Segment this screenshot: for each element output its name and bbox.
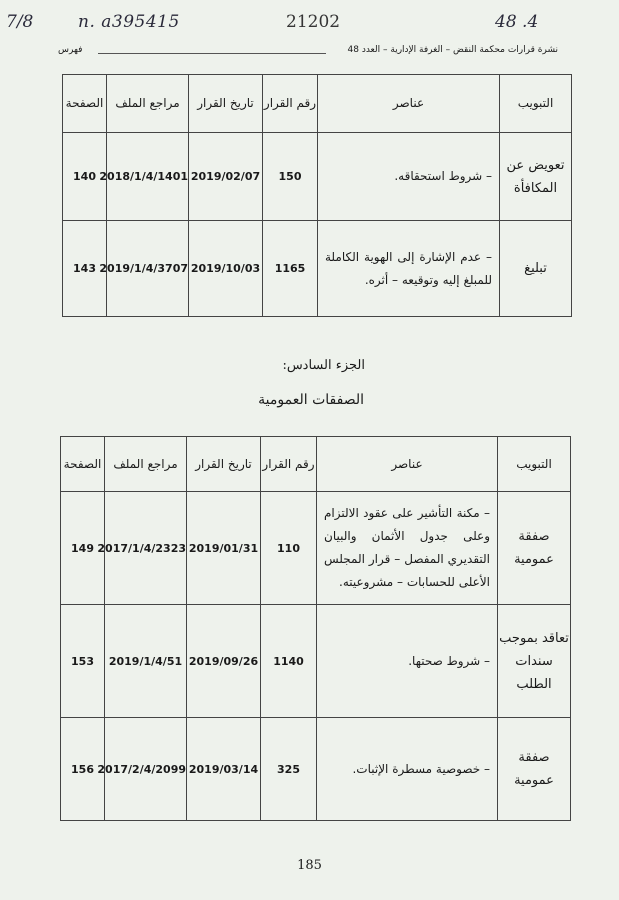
page-number: 185: [297, 858, 322, 873]
table-row: [63, 221, 572, 317]
row-file-ref: 2019/1/4/51: [105, 605, 187, 718]
row-decision-date: 2019/10/03: [189, 221, 263, 317]
row-page: 140: [63, 133, 107, 221]
col-header-page: الصفحة: [63, 75, 107, 133]
col-header-page: الصفحة: [61, 437, 105, 492]
col-header-file-ref: مراجع الملف: [105, 437, 187, 492]
row-elements: – مكنة التأشير على عقود الالتزام وعلى جدول الأثمان والبيان التقديري المفصل – قرار المجلس الأعلى للحسابات – مشروعيته.: [317, 492, 498, 605]
row-file-ref: 2018/1/4/1401: [107, 133, 189, 221]
row-category: تعاقد بموجب سندات الطلب: [498, 605, 571, 718]
table-row: [61, 605, 571, 718]
row-category: تعويض عن المكافأة: [500, 133, 572, 221]
col-header-file-ref: مراجع الملف: [107, 75, 189, 133]
row-page: 149: [61, 492, 105, 605]
col-header-elements: عناصر: [318, 75, 500, 133]
col-header-decision-date: تاريخ القرار: [187, 437, 261, 492]
row-decision-number: 110: [261, 492, 317, 605]
part-title: الجزء السادس:: [282, 358, 365, 373]
table-header-row: [61, 437, 571, 492]
row-category: صفقة عمومية: [498, 718, 571, 821]
col-header-category: التبويب: [498, 437, 571, 492]
handwritten-reference-number: n. a395415: [78, 12, 180, 32]
row-category: صفقة عمومية: [498, 492, 571, 605]
table-row: [61, 492, 571, 605]
handwritten-note-right: 48 .4: [495, 12, 539, 32]
row-elements: – شروط استحقاقه.: [318, 133, 500, 221]
row-decision-number: 1140: [261, 605, 317, 718]
row-file-ref: 2017/1/4/2323: [105, 492, 187, 605]
col-header-decision-number: رقم القرار: [263, 75, 318, 133]
header-rule: [98, 53, 326, 54]
row-decision-date: 2019/03/14: [187, 718, 261, 821]
table-row: [61, 718, 571, 821]
index-table-1: [62, 74, 572, 317]
row-elements: – شروط صحتها.: [317, 605, 498, 718]
row-category: تبليغ: [500, 221, 572, 317]
row-decision-date: 2019/02/07: [189, 133, 263, 221]
col-header-category: التبويب: [500, 75, 572, 133]
table-header-row: [63, 75, 572, 133]
row-page: 153: [61, 605, 105, 718]
row-elements: – خصوصية مسطرة الإثبات.: [317, 718, 498, 821]
section-title: الصفقات العمومية: [258, 392, 364, 408]
row-elements: – عدم الإشارة إلى الهوية الكاملة للمبلغ إليه وتوقيعه – أثره.: [318, 221, 500, 317]
stamp-number: 21202: [286, 12, 341, 32]
row-file-ref: 2019/1/4/3707: [107, 221, 189, 317]
row-file-ref: 2017/2/4/2099: [105, 718, 187, 821]
running-header-section: فهرس: [58, 45, 83, 55]
col-header-decision-date: تاريخ القرار: [189, 75, 263, 133]
col-header-decision-number: رقم القرار: [261, 437, 317, 492]
row-page: 156: [61, 718, 105, 821]
row-decision-number: 1165: [263, 221, 318, 317]
table-row: [63, 133, 572, 221]
row-decision-number: 150: [263, 133, 318, 221]
col-header-elements: عناصر: [317, 437, 498, 492]
handwritten-note-left: 7/8: [6, 12, 34, 32]
running-header-title: نشرة قرارات محكمة النقض – الغرفة الإدارية – العدد 48: [347, 45, 558, 55]
index-table-2: [60, 436, 571, 821]
row-decision-date: 2019/01/31: [187, 492, 261, 605]
row-decision-date: 2019/09/26: [187, 605, 261, 718]
running-header: [58, 45, 558, 61]
row-page: 143: [63, 221, 107, 317]
row-decision-number: 325: [261, 718, 317, 821]
